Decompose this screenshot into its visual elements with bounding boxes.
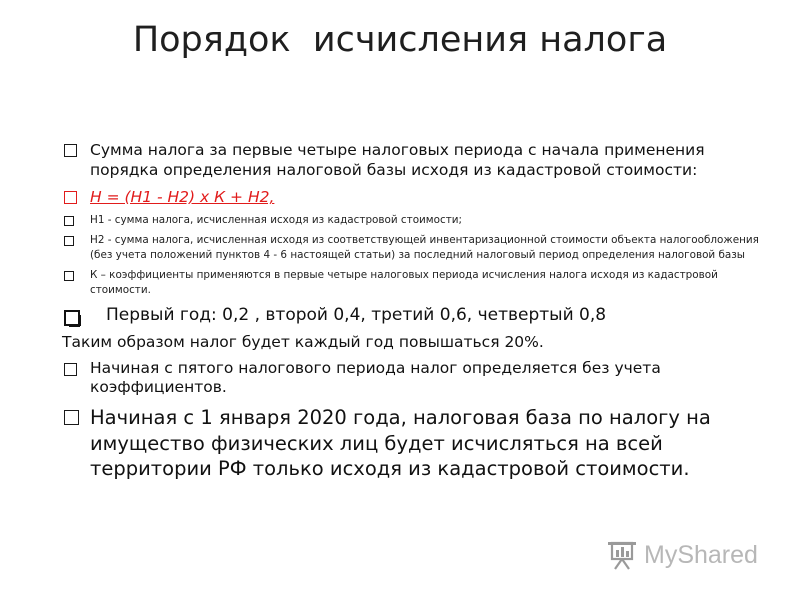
list-item (62, 303, 774, 327)
list-item (62, 268, 774, 298)
list-item-text: Сумма налога за первые четыре налоговых периода с начала применения порядка определения налоговой базы исходя из кадастровой стоимости: (90, 141, 705, 179)
list-item (62, 359, 774, 397)
bullet-list (62, 140, 774, 482)
watermark-logo (606, 537, 766, 573)
checkbox-outline-icon (64, 236, 74, 246)
formula-text: Н = (Н1 - Н2) х К + Н2, (90, 188, 275, 206)
list-item-text: Начиная с 1 января 2020 года, налоговая база по налогу на имущество физических лиц будет исчисляться на всей территории РФ только исходя из кадастровой стоимости. (90, 406, 711, 480)
list-item (62, 140, 774, 180)
presentation-board-icon (606, 539, 638, 571)
logo-text: MyShared (644, 541, 758, 569)
paragraph-text: Таким образом налог будет каждый год повышаться 20%. (62, 333, 544, 351)
slide-title: Порядок исчисления налога (132, 20, 668, 60)
formula-item (62, 187, 774, 207)
checkbox-outline-icon (64, 363, 77, 376)
list-item (62, 213, 774, 228)
checkbox-outline-icon (64, 191, 77, 204)
list-item-text: К – коэффициенты применяются в первые четыре налоговых периода исчисления налога исходя из кадастровой стоимости. (90, 269, 718, 296)
list-item-text: Н2 - сумма налога, исчисленная исходя из соответствующей инвентаризационной стоимости объекта налогообложения (без учета положений пунктов 4 - 6 настоящей статьи) за последний налоговый период определения налоговой базы (90, 234, 759, 261)
list-item-text: Начиная с пятого налогового периода налог определяется без учета коэффициентов. (90, 359, 661, 396)
checkbox-outline-icon (64, 410, 79, 425)
checkbox-outline-icon (64, 144, 77, 157)
list-item-text: Н1 - сумма налога, исчисленная исходя из кадастровой стоимости; (90, 214, 463, 226)
checkbox-outline-icon (64, 271, 74, 281)
list-item-text: Первый год: 0,2 , второй 0,4, третий 0,6, четвертый 0,8 (106, 305, 607, 325)
shadowed-checkbox-icon (64, 310, 80, 326)
list-item (62, 233, 774, 263)
checkbox-outline-icon (64, 216, 74, 226)
list-item (62, 405, 774, 482)
